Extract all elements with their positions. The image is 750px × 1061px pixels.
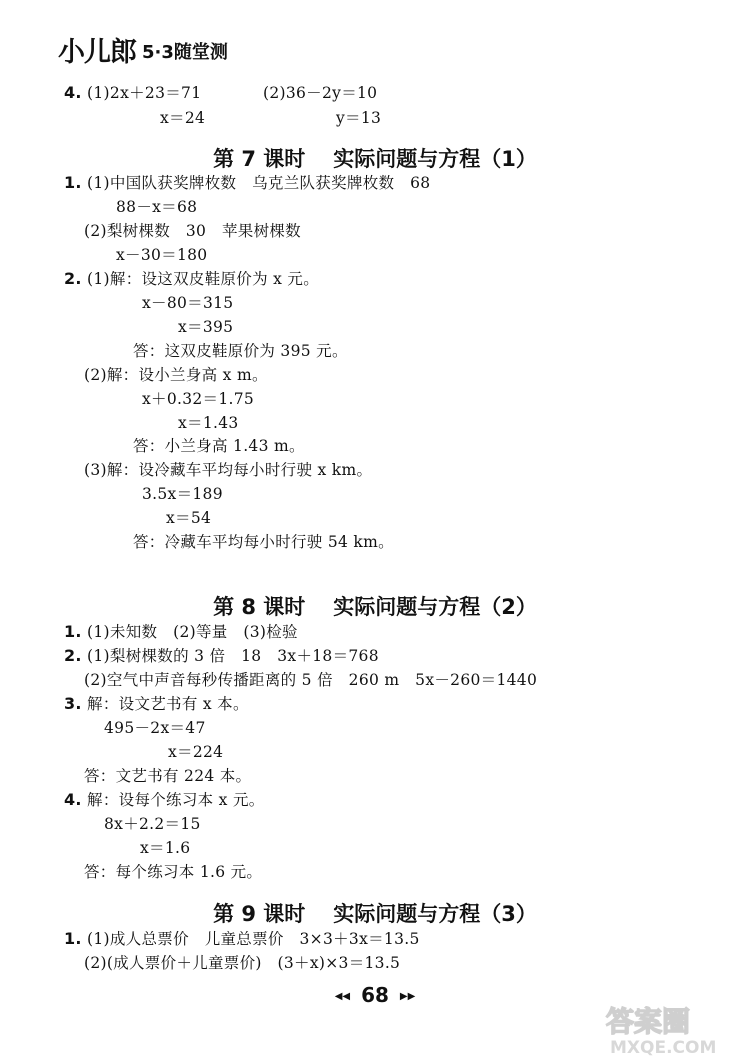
- lesson-heading: [0, 898, 750, 928]
- answer-line: [64, 269, 319, 289]
- answer-line: [142, 484, 223, 504]
- answer-line: [142, 293, 233, 313]
- watermark-top-text: 答案圈: [606, 1005, 691, 1038]
- answer-text: 答：这双皮鞋原价为 395 元。: [133, 342, 348, 360]
- answer-text: 答：小兰身高 1.43 m。: [133, 437, 305, 455]
- answer-text: x＝395: [178, 318, 234, 336]
- answer-text: 答：每个练习本 1.6 元。: [84, 863, 263, 881]
- answer-line: [64, 622, 298, 642]
- answer-line: [178, 317, 233, 337]
- lesson-number: 第 9 课时: [213, 902, 306, 926]
- answer-line: [64, 790, 265, 810]
- answer-text: (2)空气中声音每秒传播距离的 5 倍 260 m 5x－260＝1440: [84, 671, 538, 689]
- answer-text: (1)解：设这双皮鞋原价为 x 元。: [87, 270, 319, 288]
- lesson-topic: 实际问题与方程（1）: [333, 147, 537, 171]
- prev-arrows-icon: ◀◀: [334, 991, 351, 1002]
- answer-line: [84, 460, 372, 480]
- brand-logo: 小儿郎: [58, 37, 136, 68]
- answer-text: 解：设文艺书有 x 本。: [87, 695, 249, 713]
- question-number: 4.: [64, 790, 82, 809]
- question-number: 2.: [64, 269, 82, 288]
- series-title: 5·3随堂测: [142, 42, 228, 63]
- answer-text: x－80＝315: [142, 294, 234, 312]
- answer-line: [84, 221, 301, 241]
- answer-text: (1)未知数 (2)等量 (3)检验: [87, 623, 298, 641]
- answer-text: 3.5x＝189: [142, 485, 223, 503]
- lesson-number: 第 7 课时: [213, 147, 306, 171]
- answer-line: [64, 646, 379, 666]
- answer-line: [133, 341, 348, 361]
- answer-line: [84, 670, 537, 690]
- lesson-heading: [0, 143, 750, 173]
- answer-line: [84, 953, 400, 973]
- lesson-number: 第 8 课时: [213, 595, 306, 619]
- answer-line: [166, 508, 211, 528]
- answer-line: [84, 365, 268, 385]
- lesson-topic: 实际问题与方程（2）: [333, 595, 537, 619]
- answer-text: x＝54: [166, 509, 212, 527]
- answer-text: (2)36－2y＝10: [263, 84, 378, 102]
- answer-line: [160, 108, 205, 128]
- answer-text: (2)解：设小兰身高 x m。: [84, 366, 268, 384]
- answer-line: [178, 413, 239, 433]
- answer-text: (1)2x＋23＝71: [87, 84, 202, 102]
- answer-line: [133, 436, 305, 456]
- answer-line: [104, 718, 206, 738]
- watermark-bottom-text: MXQE.COM: [610, 1038, 717, 1057]
- answer-line: [84, 862, 262, 882]
- answer-line: [64, 694, 249, 714]
- answer-line: [263, 83, 377, 103]
- lesson-topic: 实际问题与方程（3）: [333, 902, 537, 926]
- answer-line: [133, 532, 394, 552]
- answer-line: [140, 838, 190, 858]
- answer-text: 8x＋2.2＝15: [104, 815, 201, 833]
- answer-text: 495－2x＝47: [104, 719, 206, 737]
- answer-text: 答：文艺书有 224 本。: [84, 767, 252, 785]
- answer-text: x＝1.43: [178, 414, 239, 432]
- answer-text: (3)解：设冷藏车平均每小时行驶 x km。: [84, 461, 373, 479]
- answer-text: (2)梨树棵数 30 苹果树棵数: [84, 222, 301, 240]
- page-number-text: 68: [361, 983, 389, 1007]
- answer-text: x＝24: [160, 109, 206, 127]
- question-number: 1.: [64, 622, 82, 641]
- answer-text: x－30＝180: [116, 246, 208, 264]
- answer-text: (1)中国队获奖牌枚数 乌克兰队获奖牌枚数 68: [87, 174, 431, 192]
- answer-line: [116, 197, 197, 217]
- question-number: 1.: [64, 173, 82, 192]
- answer-line: [84, 766, 251, 786]
- answer-line: [104, 814, 201, 834]
- question-number: 2.: [64, 646, 82, 665]
- answer-text: (1)成人总票价 儿童总票价 3×3＋3x＝13.5: [87, 930, 420, 948]
- answer-line: [116, 245, 207, 265]
- answer-text: x＋0.32＝1.75: [142, 390, 255, 408]
- next-arrows-icon: ▶▶: [399, 991, 416, 1002]
- answer-text: 解：设每个练习本 x 元。: [87, 791, 265, 809]
- question-number: 4.: [64, 83, 82, 102]
- answer-line: [64, 173, 430, 193]
- lesson-heading: [0, 591, 750, 621]
- answer-text: 答：冷藏车平均每小时行驶 54 km。: [133, 533, 394, 551]
- answer-text: 88－x＝68: [116, 198, 198, 216]
- watermark-logo: [602, 1001, 742, 1057]
- answer-text: x＝1.6: [140, 839, 191, 857]
- answer-text: (2)(成人票价＋儿童票价) (3＋x)×3＝13.5: [84, 954, 401, 972]
- answer-line: [142, 389, 254, 409]
- answer-line: [64, 929, 420, 949]
- question-number: 1.: [64, 929, 82, 948]
- answer-text: x＝224: [168, 743, 224, 761]
- answer-text: y＝13: [336, 109, 382, 127]
- answer-line: [64, 83, 201, 103]
- answer-line: [168, 742, 223, 762]
- answer-line: [336, 108, 381, 128]
- answer-text: (1)梨树棵数的 3 倍 18 3x＋18＝768: [87, 647, 379, 665]
- question-number: 3.: [64, 694, 82, 713]
